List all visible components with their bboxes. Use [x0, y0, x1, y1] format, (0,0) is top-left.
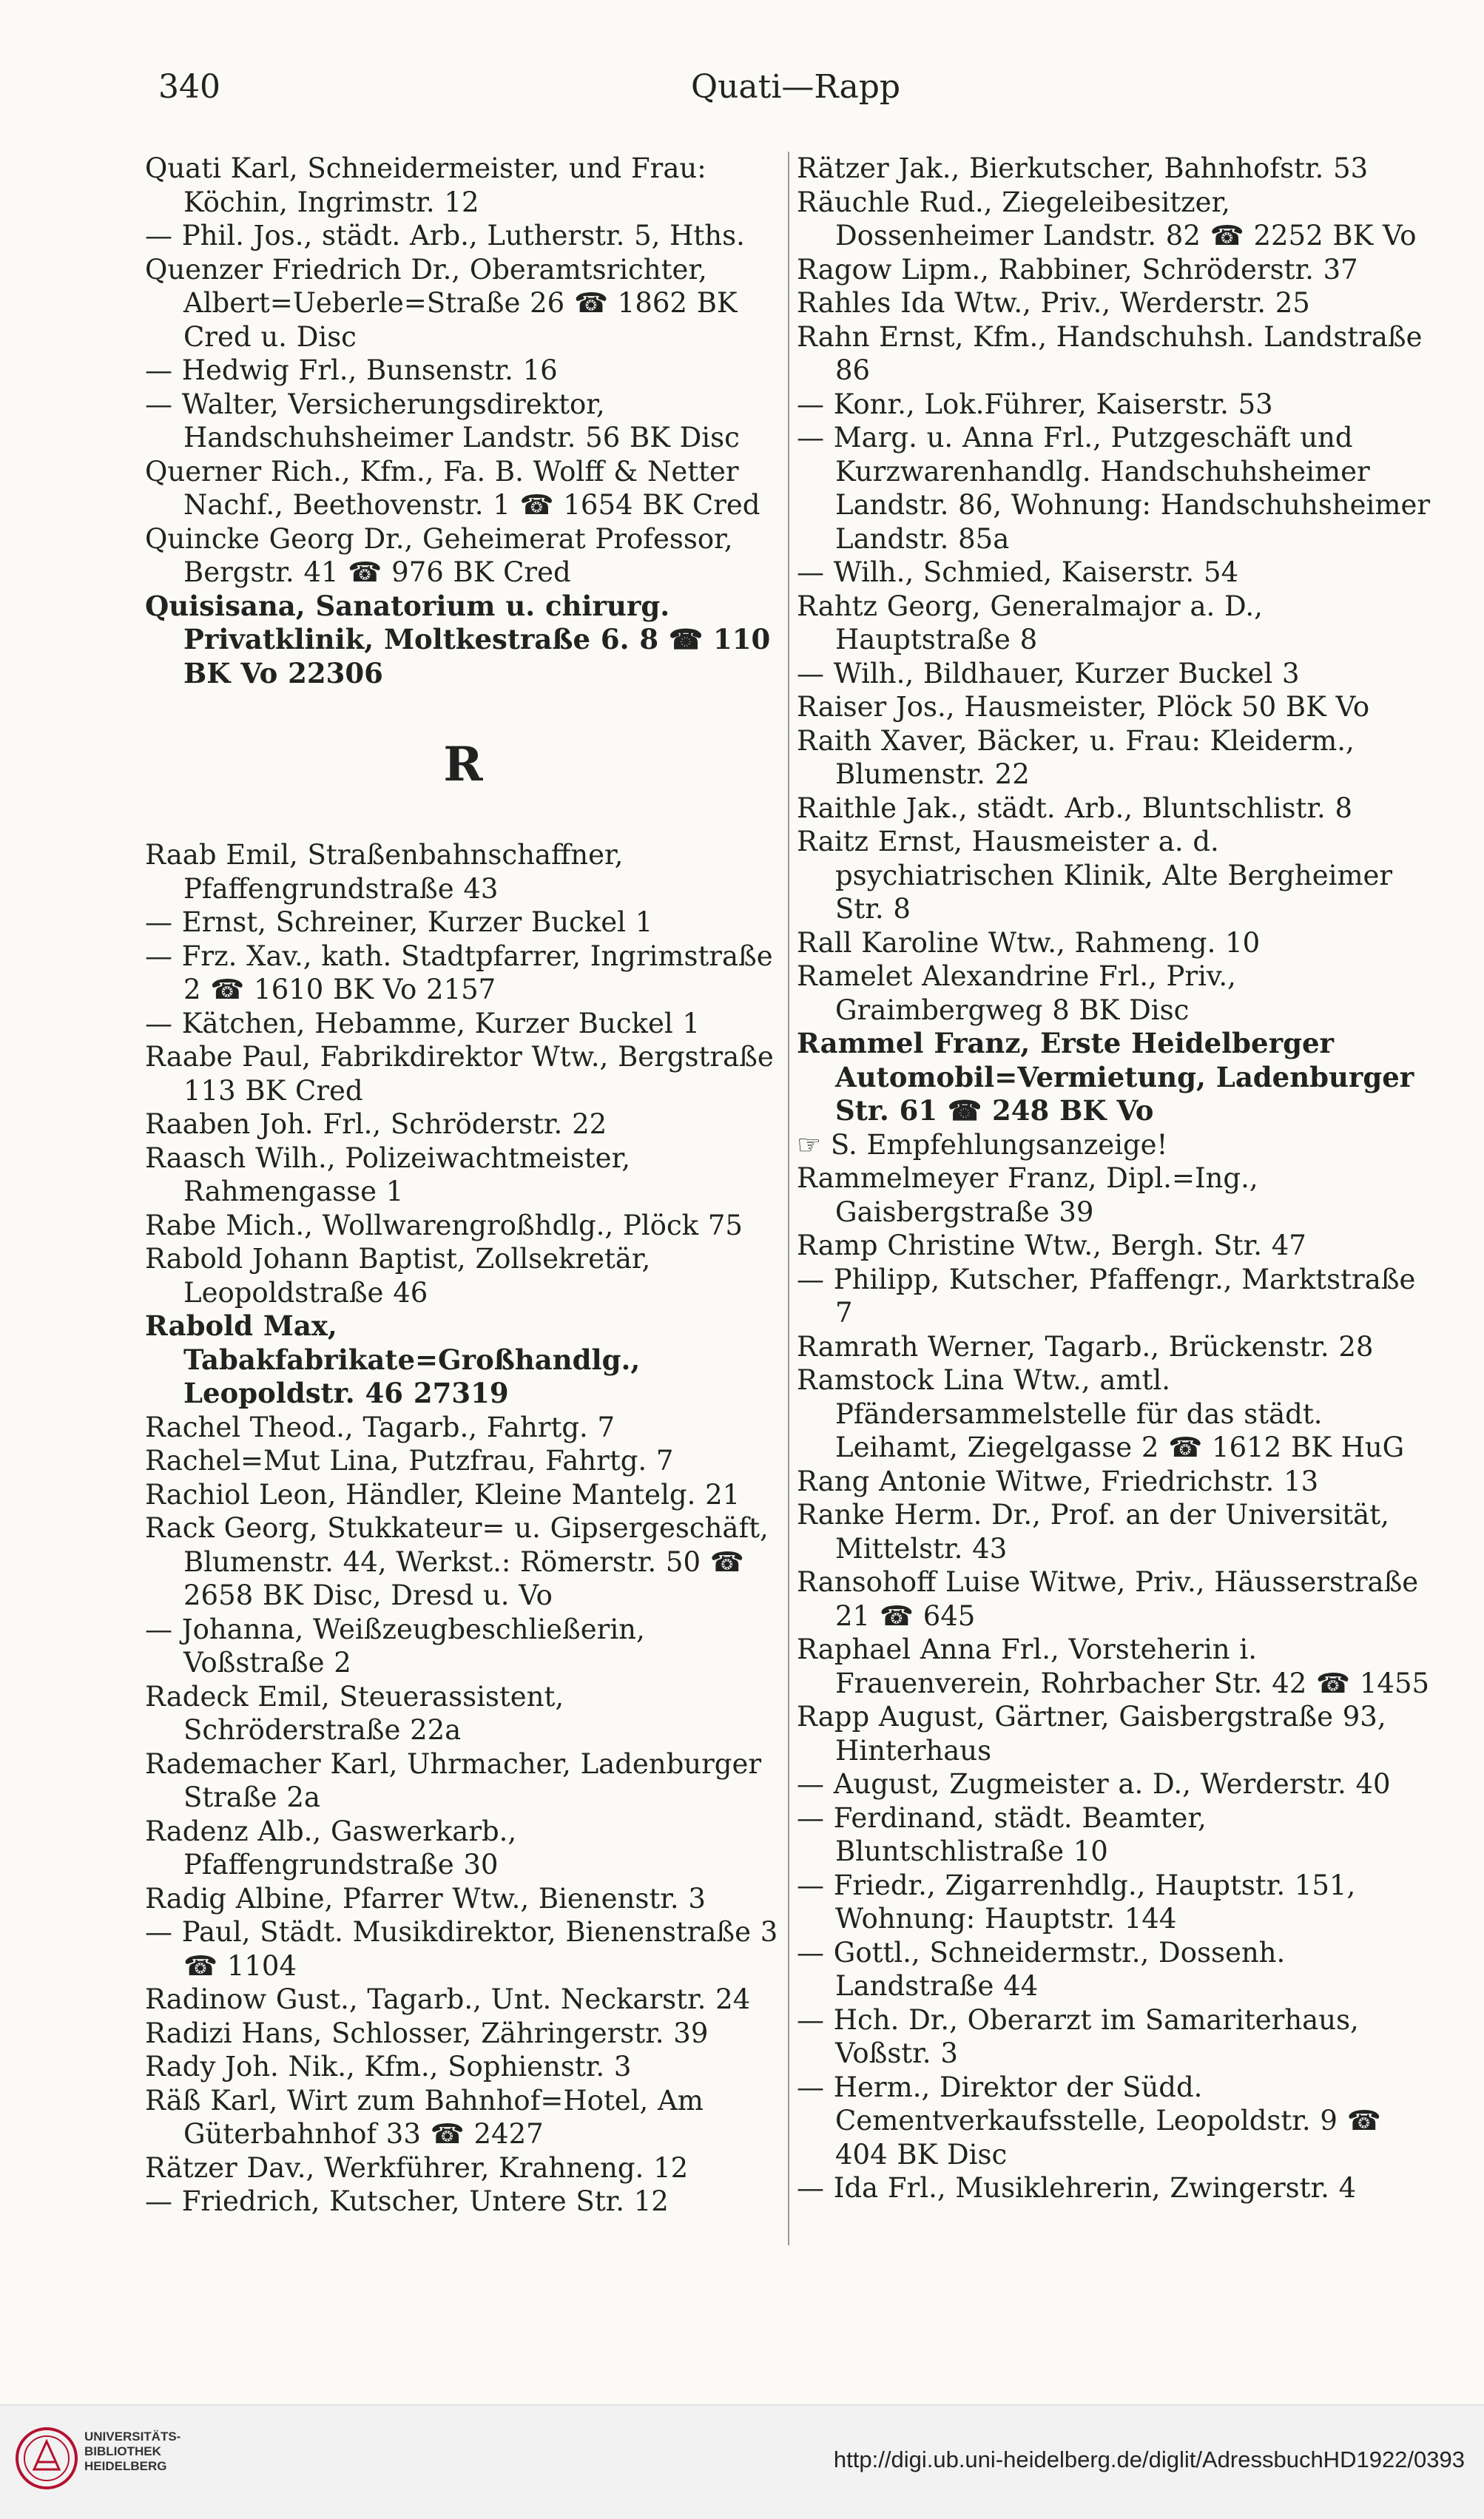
directory-entry: Ranke Herm. Dr., Prof. an der Universität, Mittelstr. 43 [797, 1499, 1389, 1565]
left-entries-after [145, 838, 781, 2219]
directory-entry: Radeck Emil, Steuerassistent, Schröderstraße 22a [145, 1680, 564, 1746]
directory-entry: Quenzer Friedrich Dr., Oberamtsrichter, Albert=Ueberle=Straße 26 ☎ 1862 BK Cred u. Disc [145, 253, 738, 353]
viewer-footer [0, 2404, 1484, 2519]
directory-entry: Radenz Alb., Gaswerkarb., Pfaffengrundstraße 30 [145, 1815, 517, 1881]
directory-entry: Rammel Franz, Erste Heidelberger Automobil=Vermietung, Ladenburger Str. 61 ☎ 248 BK Vo [797, 1027, 1414, 1127]
directory-entry: Raiser Jos., Hausmeister, Plöck 50 BK Vo [797, 691, 1370, 723]
directory-entry: — Friedr., Zigarrenhdlg., Hauptstr. 151, Wohnung: Hauptstr. 144 [797, 1869, 1356, 1935]
directory-entry: ☞ S. Empfehlungsanzeige! [797, 1128, 1168, 1161]
directory-entry: — Hch. Dr., Oberarzt im Samariterhaus, Voßstr. 3 [797, 2003, 1359, 2069]
library-logo-text [84, 2429, 181, 2474]
directory-entry: Rademacher Karl, Uhrmacher, Ladenburger Straße 2a [145, 1747, 762, 1813]
directory-entry: Ramrath Werner, Tagarb., Brückenstr. 28 [797, 1330, 1374, 1363]
right-column [797, 152, 1433, 2264]
directory-entry: — Hedwig Frl., Bunsenstr. 16 [145, 354, 558, 386]
directory-entry: Ramelet Alexandrine Frl., Priv., Graimbergweg 8 BK Disc [797, 960, 1236, 1026]
directory-entry: — Kätchen, Hebamme, Kurzer Buckel 1 [145, 1007, 701, 1039]
column-divider [788, 152, 789, 2245]
right-entries [797, 152, 1433, 2205]
directory-entry: Rätzer Jak., Bierkutscher, Bahnhofstr. 53 [797, 152, 1369, 184]
directory-entry: Rachiol Leon, Händler, Kleine Mantelg. 21 [145, 1478, 741, 1511]
directory-entry: Raitz Ernst, Hausmeister a. d. psychiatrischen Klinik, Alte Bergheimer Str. 8 [797, 826, 1393, 925]
directory-entry: Rabe Mich., Wollwarengroßhdlg., Plöck 75 [145, 1209, 743, 1241]
directory-entry: Rang Antonie Witwe, Friedrichstr. 13 [797, 1465, 1319, 1497]
directory-entry: Rabold Johann Baptist, Zollsekretär, Leopoldstraße 46 [145, 1243, 651, 1309]
directory-entry: Rammelmeyer Franz, Dipl.=Ing., Gaisbergstraße 39 [797, 1162, 1258, 1228]
directory-entry: — Gottl., Schneidermstr., Dossenh. Landstraße 44 [797, 1936, 1286, 2002]
directory-entry: — Johanna, Weißzeugbeschließerin, Voßstraße 2 [145, 1613, 645, 1679]
directory-entry: Rabold Max, Tabakfabrikate=Großhandlg., Leopoldstr. 46 27319 [145, 1309, 641, 1409]
page-number: 340 [158, 68, 220, 106]
directory-entry: Rahn Ernst, Kfm., Handschuhsh. Landstraße 86 [797, 320, 1423, 386]
directory-entry: Raphael Anna Frl., Vorsteherin i. Frauenverein, Rohrbacher Str. 42 ☎ 1455 [797, 1633, 1430, 1699]
logo-line: UNIVERSITÄTS- [84, 2429, 181, 2444]
directory-entry: Radinow Gust., Tagarb., Unt. Neckarstr. 24 [145, 1983, 751, 2015]
directory-entry: — Paul, Städt. Musikdirektor, Bienenstraße 3 ☎ 1104 [145, 1916, 778, 1982]
directory-entry: Raith Xaver, Bäcker, u. Frau: Kleiderm., Blumenstr. 22 [797, 724, 1355, 790]
library-seal-icon [13, 2425, 80, 2492]
logo-line: BIBLIOTHEK [84, 2444, 161, 2458]
directory-entry: Rall Karoline Wtw., Rahmeng. 10 [797, 926, 1261, 959]
directory-entry: Räuchle Rud., Ziegeleibesitzer, Dossenheimer Landstr. 82 ☎ 2252 BK Vo [797, 186, 1417, 252]
section-letter: R [443, 737, 483, 792]
directory-entry: Raabe Paul, Fabrikdirektor Wtw., Bergstraße 113 BK Cred [145, 1041, 774, 1107]
directory-entry: — Walter, Versicherungsdirektor, Handschuhsheimer Landstr. 56 BK Disc [145, 388, 740, 453]
directory-entry: Räß Karl, Wirt zum Bahnhof=Hotel, Am Güterbahnhof 33 ☎ 2427 [145, 2084, 704, 2150]
directory-entry: — Phil. Jos., städt. Arb., Lutherstr. 5, Hths. [145, 220, 745, 252]
library-logo[interactable] [13, 2421, 191, 2502]
directory-entry: Rady Joh. Nik., Kfm., Sophienstr. 3 [145, 2051, 632, 2083]
directory-entry: Quincke Georg Dr., Geheimerat Professor, Bergstr. 41 ☎ 976 BK Cred [145, 522, 733, 588]
directory-entry: Quati Karl, Schneidermeister, und Frau: Köchin, Ingrimstr. 12 [145, 152, 706, 218]
directory-entry: Raasch Wilh., Polizeiwachtmeister, Rahmengasse 1 [145, 1142, 630, 1207]
directory-entry: Rätzer Dav., Werkführer, Krahneng. 12 [145, 2151, 689, 2184]
directory-entry: Rahles Ida Wtw., Priv., Werderstr. 25 [797, 287, 1310, 319]
directory-entry: — Konr., Lok.Führer, Kaiserstr. 53 [797, 388, 1273, 420]
directory-entry: — Herm., Direktor der Südd. Cementverkaufsstelle, Leopoldstr. 9 ☎ 404 BK Disc [797, 2071, 1381, 2171]
directory-entry: Rapp August, Gärtner, Gaisbergstraße 93, Hinterhaus [797, 1701, 1386, 1767]
page-header [158, 68, 1409, 112]
directory-entry: Radizi Hans, Schlosser, Zähringerstr. 39 [145, 2017, 709, 2049]
directory-entry: — Ferdinand, städt. Beamter, Bluntschlistraße 10 [797, 1801, 1207, 1867]
directory-entry: Rachel=Mut Lina, Putzfrau, Fahrtg. 7 [145, 1445, 674, 1477]
running-title: Quati—Rapp [691, 68, 901, 106]
directory-entry: — Philipp, Kutscher, Pfaffengr., Marktstraße 7 [797, 1263, 1416, 1329]
directory-entry: Quisisana, Sanatorium u. chirurg. Privatklinik, Moltkestraße 6. 8 ☎ 110 BK Vo 22306 [145, 589, 771, 689]
directory-entry: Raab Emil, Straßenbahnschaffner, Pfaffengrundstraße 43 [145, 839, 624, 905]
left-entries [145, 152, 781, 690]
directory-entry: — Wilh., Bildhauer, Kurzer Buckel 3 [797, 657, 1300, 689]
directory-entry: Rachel Theod., Tagarb., Fahrtg. 7 [145, 1411, 615, 1443]
directory-entry: — Ernst, Schreiner, Kurzer Buckel 1 [145, 906, 653, 938]
left-column [145, 152, 781, 2264]
directory-entry: Rack Georg, Stukkateur= u. Gipsergeschäft, Blumenstr. 44, Werkst.: Römerstr. 50 ☎ 2658 BK Disc, Dresd u. Vo [145, 1512, 769, 1611]
directory-entry: Querner Rich., Kfm., Fa. B. Wolff & Netter Nachf., Beethovenstr. 1 ☎ 1654 BK Cred [145, 455, 760, 521]
directory-entry: — Friedrich, Kutscher, Untere Str. 12 [145, 2185, 669, 2217]
directory-entry: — Marg. u. Anna Frl., Putzgeschäft und Kurzwarenhandlg. Handschuhsheimer Landstr. 86, Wohnung: Handschuhsheimer Landstr. 85a [797, 422, 1431, 555]
directory-entry: — Frz. Xav., kath. Stadtpfarrer, Ingrimstraße 2 ☎ 1610 BK Vo 2157 [145, 940, 773, 1005]
logo-line: HEIDELBERG [84, 2459, 167, 2473]
directory-entry: — Ida Frl., Musiklehrerin, Zwingerstr. 4 [797, 2172, 1357, 2204]
directory-entry: Raithle Jak., städt. Arb., Bluntschlistr. 8 [797, 792, 1353, 824]
directory-entry: Ransohoff Luise Witwe, Priv., Häusserstraße 21 ☎ 645 [797, 1566, 1419, 1632]
directory-entry: Ragow Lipm., Rabbiner, Schröderstr. 37 [797, 253, 1358, 286]
directory-entry: Rahtz Georg, Generalmajor a. D., Hauptstraße 8 [797, 590, 1263, 655]
directory-entry: Radig Albine, Pfarrer Wtw., Bienenstr. 3 [145, 1882, 706, 1915]
directory-entry: Ramp Christine Wtw., Bergh. Str. 47 [797, 1230, 1306, 1261]
directory-entry: — Wilh., Schmied, Kaiserstr. 54 [797, 556, 1239, 588]
directory-entry: Ramstock Lina Wtw., amtl. Pfändersammelstelle für das städt. Leihamt, Ziegelgasse 2 ☎ 1612 BK HuG [797, 1364, 1405, 1463]
directory-entry: — August, Zugmeister a. D., Werderstr. 40 [797, 1768, 1391, 1800]
directory-entry: Raaben Joh. Frl., Schröderstr. 22 [145, 1108, 607, 1140]
source-url-link[interactable]: http://digi.ub.uni-heidelberg.de/diglit/AdressbuchHD1922/0393 [833, 2447, 1465, 2472]
